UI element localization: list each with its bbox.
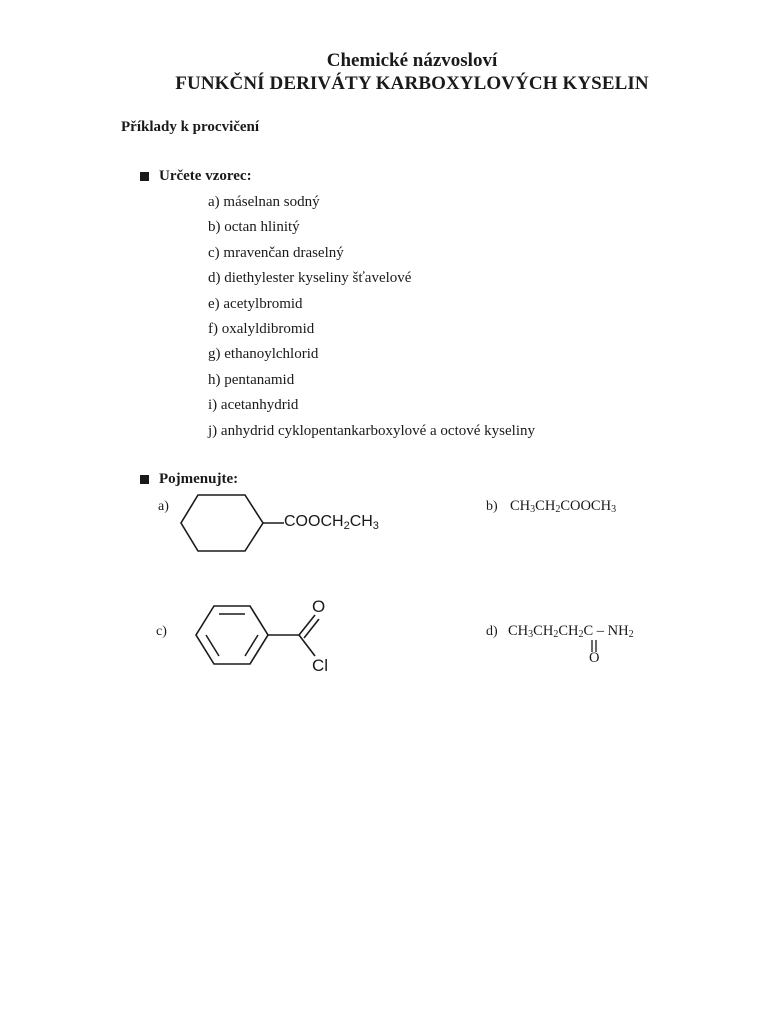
list-item: j) anhydrid cyklopentankarboxylové a octové kyseliny bbox=[208, 422, 535, 439]
list-item: a) máselnan sodný bbox=[208, 194, 320, 210]
list-item: d) diethylester kyseliny šťavelové bbox=[208, 270, 412, 287]
task-formula-heading: Určete vzorec: bbox=[159, 168, 252, 184]
exercise-b-formula: $CH_3CH_2COOCH_3$ bbox=[510, 498, 617, 515]
exercise-a-substituent: $COOCH_2CH_3$ bbox=[284, 513, 379, 532]
exercise-a-label: a) bbox=[158, 499, 169, 514]
exercise-c-label: c) bbox=[156, 624, 167, 639]
list-item: f) oxalyldibromid bbox=[208, 320, 315, 337]
document-subtitle: FUNKČNÍ DERIVÁTY KARBOXYLOVÝCH KYSELIN bbox=[175, 73, 649, 94]
list-item: b) octan hlinitý bbox=[208, 219, 300, 236]
exercise-c-oxygen-atom: O bbox=[312, 597, 326, 616]
exercise-d-oxygen-atom: O bbox=[589, 650, 600, 666]
exercise-b-label: b) bbox=[486, 499, 498, 514]
list-item: g) ethanoylchlorid bbox=[208, 346, 319, 363]
document-title: Chemické názvosloví bbox=[326, 50, 498, 71]
exercise-d-label: d) bbox=[486, 624, 498, 639]
task-name-heading: Pojmenujte: bbox=[159, 471, 239, 487]
list-item: i) acetanhydrid bbox=[208, 397, 299, 414]
section-heading: Příklady k procvičení bbox=[121, 119, 260, 135]
exercise-c-chlorine-atom: Cl bbox=[312, 656, 329, 675]
list-item: e) acetylbromid bbox=[208, 295, 303, 312]
exercise-d-formula: $CH_3CH_2CH_2C - NH_2$ bbox=[508, 623, 634, 640]
list-item: c) mravenčan draselný bbox=[208, 244, 344, 261]
list-item: h) pentanamid bbox=[208, 371, 295, 388]
